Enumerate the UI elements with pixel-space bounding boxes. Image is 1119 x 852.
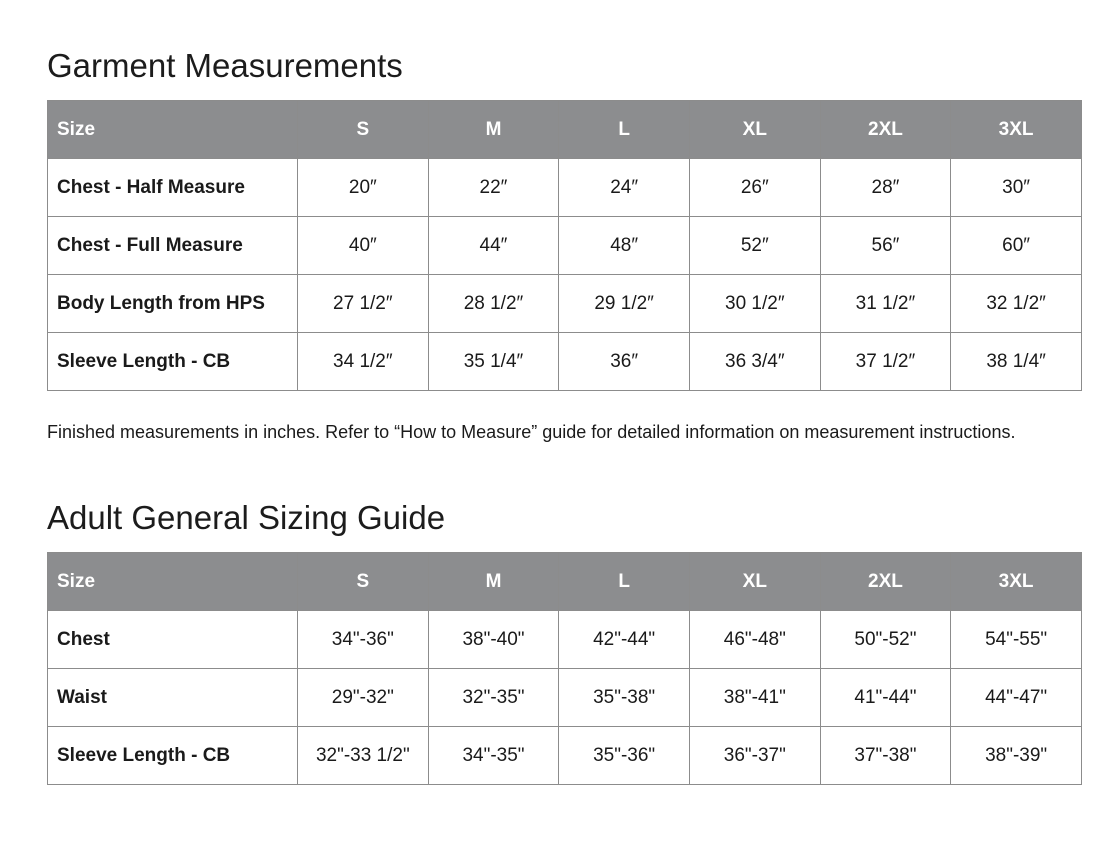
header-3xl: 3XL [951, 553, 1082, 611]
table-cell: 38"-41" [689, 669, 820, 727]
header-s: S [298, 101, 429, 159]
header-3xl: 3XL [951, 101, 1082, 159]
table-cell: 30″ [951, 159, 1082, 217]
table-cell: 50"-52" [820, 611, 951, 669]
table-cell: 26″ [689, 159, 820, 217]
table-cell: 20″ [298, 159, 429, 217]
row-label: Chest [48, 611, 298, 669]
table-cell: 52″ [689, 217, 820, 275]
table-row [48, 217, 1082, 275]
adult-sizing-guide-title: Adult General Sizing Guide [47, 499, 446, 536]
table-row [48, 159, 1082, 217]
header-xl: XL [689, 101, 820, 159]
adult-sizing-guide-table [47, 552, 1082, 785]
table-cell: 36″ [559, 333, 690, 391]
table-row [48, 669, 1082, 727]
table-cell: 35"-36" [559, 727, 690, 785]
header-size: Size [48, 101, 298, 159]
table-cell: 44"-47" [951, 669, 1082, 727]
table-cell: 38 1/4″ [951, 333, 1082, 391]
table-header-row [48, 101, 1082, 159]
row-label: Sleeve Length - CB [48, 333, 298, 391]
row-label: Chest - Half Measure [48, 159, 298, 217]
table-row [48, 333, 1082, 391]
header-2xl: 2XL [820, 101, 951, 159]
header-s: S [298, 553, 429, 611]
table-cell: 28 1/2″ [428, 275, 559, 333]
header-l: L [559, 553, 690, 611]
table-cell: 32"-35" [428, 669, 559, 727]
table-cell: 37"-38" [820, 727, 951, 785]
table-cell: 32 1/2″ [951, 275, 1082, 333]
header-xl: XL [689, 553, 820, 611]
table-cell: 28″ [820, 159, 951, 217]
table-cell: 31 1/2″ [820, 275, 951, 333]
row-label: Chest - Full Measure [48, 217, 298, 275]
row-label: Body Length from HPS [48, 275, 298, 333]
table-row [48, 275, 1082, 333]
table-cell: 38"-40" [428, 611, 559, 669]
table-cell: 54"-55" [951, 611, 1082, 669]
row-label: Waist [48, 669, 298, 727]
table-cell: 40″ [298, 217, 429, 275]
table-cell: 35"-38" [559, 669, 690, 727]
table-cell: 35 1/4″ [428, 333, 559, 391]
header-l: L [559, 101, 690, 159]
table-cell: 34"-36" [298, 611, 429, 669]
header-2xl: 2XL [820, 553, 951, 611]
table-cell: 22″ [428, 159, 559, 217]
table-cell: 60″ [951, 217, 1082, 275]
table-cell: 46"-48" [689, 611, 820, 669]
measurement-note: Finished measurements in inches. Refer to “How to Measure” guide for detailed information on measurement instructions. [47, 422, 1016, 442]
table-cell: 44″ [428, 217, 559, 275]
table-cell: 37 1/2″ [820, 333, 951, 391]
table-cell: 48″ [559, 217, 690, 275]
table-cell: 56″ [820, 217, 951, 275]
table-cell: 38"-39" [951, 727, 1082, 785]
row-label: Sleeve Length - CB [48, 727, 298, 785]
table-row [48, 611, 1082, 669]
table-header-row [48, 553, 1082, 611]
table-row [48, 727, 1082, 785]
table-cell: 24″ [559, 159, 690, 217]
header-m: M [428, 553, 559, 611]
table-cell: 32"-33 1/2" [298, 727, 429, 785]
table-cell: 41"-44" [820, 669, 951, 727]
table-cell: 30 1/2″ [689, 275, 820, 333]
table-cell: 34"-35" [428, 727, 559, 785]
table-cell: 34 1/2″ [298, 333, 429, 391]
table-cell: 29 1/2″ [559, 275, 690, 333]
table-cell: 27 1/2″ [298, 275, 429, 333]
header-m: M [428, 101, 559, 159]
table-cell: 36 3/4″ [689, 333, 820, 391]
table-cell: 29"-32" [298, 669, 429, 727]
header-size: Size [48, 553, 298, 611]
table-cell: 36"-37" [689, 727, 820, 785]
garment-measurements-title: Garment Measurements [47, 47, 403, 84]
garment-measurements-table [47, 100, 1082, 391]
table-cell: 42"-44" [559, 611, 690, 669]
